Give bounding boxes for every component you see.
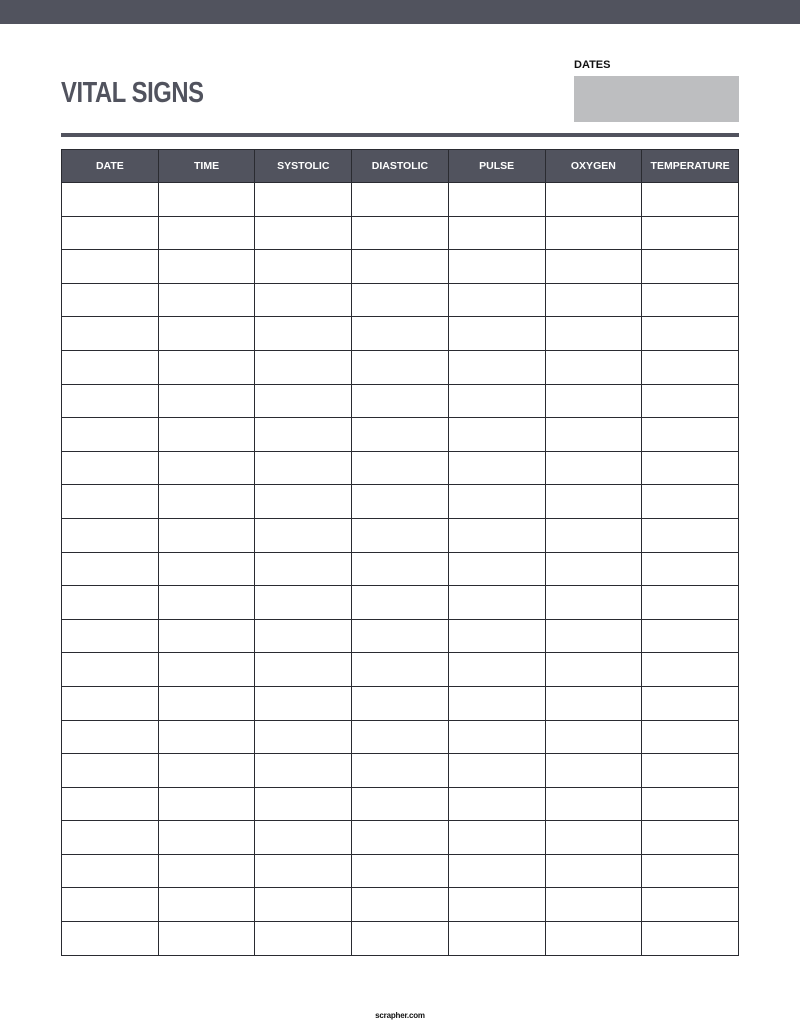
table-cell-oxygen[interactable] bbox=[545, 888, 642, 922]
table-cell-diastolic[interactable] bbox=[352, 653, 449, 687]
table-cell-temperature[interactable] bbox=[642, 350, 739, 384]
table-cell-systolic[interactable] bbox=[255, 317, 352, 351]
table-cell-date[interactable] bbox=[62, 317, 159, 351]
table-cell-diastolic[interactable] bbox=[352, 418, 449, 452]
table-cell-systolic[interactable] bbox=[255, 552, 352, 586]
table-cell-oxygen[interactable] bbox=[545, 418, 642, 452]
table-cell-date[interactable] bbox=[62, 888, 159, 922]
table-cell-diastolic[interactable] bbox=[352, 250, 449, 284]
table-cell-date[interactable] bbox=[62, 451, 159, 485]
table-cell-time[interactable] bbox=[158, 317, 255, 351]
table-cell-oxygen[interactable] bbox=[545, 922, 642, 956]
table-cell-oxygen[interactable] bbox=[545, 451, 642, 485]
table-cell-diastolic[interactable] bbox=[352, 720, 449, 754]
table-cell-oxygen[interactable] bbox=[545, 754, 642, 788]
table-cell-oxygen[interactable] bbox=[545, 586, 642, 620]
table-cell-time[interactable] bbox=[158, 518, 255, 552]
table-row bbox=[62, 787, 739, 821]
table-cell-oxygen[interactable] bbox=[545, 518, 642, 552]
table-cell-time[interactable] bbox=[158, 686, 255, 720]
table-row bbox=[62, 418, 739, 452]
table-cell-pulse[interactable] bbox=[448, 451, 545, 485]
table-row bbox=[62, 686, 739, 720]
table-cell-pulse[interactable] bbox=[448, 250, 545, 284]
table-cell-time[interactable] bbox=[158, 216, 255, 250]
table-cell-pulse[interactable] bbox=[448, 183, 545, 217]
table-cell-oxygen[interactable] bbox=[545, 821, 642, 855]
table-cell-date[interactable] bbox=[62, 619, 159, 653]
table-row bbox=[62, 216, 739, 250]
table-cell-systolic[interactable] bbox=[255, 888, 352, 922]
table-cell-time[interactable] bbox=[158, 922, 255, 956]
table-cell-date[interactable] bbox=[62, 216, 159, 250]
table-cell-pulse[interactable] bbox=[448, 686, 545, 720]
table-row bbox=[62, 754, 739, 788]
table-cell-date[interactable] bbox=[62, 418, 159, 452]
table-cell-systolic[interactable] bbox=[255, 283, 352, 317]
table-cell-temperature[interactable] bbox=[642, 317, 739, 351]
table-cell-systolic[interactable] bbox=[255, 586, 352, 620]
table-cell-temperature[interactable] bbox=[642, 552, 739, 586]
table-cell-time[interactable] bbox=[158, 754, 255, 788]
table-cell-diastolic[interactable] bbox=[352, 854, 449, 888]
table-cell-time[interactable] bbox=[158, 821, 255, 855]
table-cell-temperature[interactable] bbox=[642, 754, 739, 788]
table-cell-diastolic[interactable] bbox=[352, 821, 449, 855]
table-cell-pulse[interactable] bbox=[448, 418, 545, 452]
table-row bbox=[62, 518, 739, 552]
table-cell-pulse[interactable] bbox=[448, 754, 545, 788]
table-cell-oxygen[interactable] bbox=[545, 183, 642, 217]
table-row bbox=[62, 283, 739, 317]
column-header-oxygen: OXYGEN bbox=[545, 150, 642, 183]
table-cell-pulse[interactable] bbox=[448, 485, 545, 519]
table-cell-oxygen[interactable] bbox=[545, 384, 642, 418]
table-cell-systolic[interactable] bbox=[255, 922, 352, 956]
table-cell-diastolic[interactable] bbox=[352, 552, 449, 586]
column-header-diastolic: DIASTOLIC bbox=[352, 150, 449, 183]
table-cell-temperature[interactable] bbox=[642, 888, 739, 922]
table-row bbox=[62, 854, 739, 888]
table-cell-systolic[interactable] bbox=[255, 518, 352, 552]
table-cell-date[interactable] bbox=[62, 384, 159, 418]
top-color-band bbox=[0, 0, 800, 24]
table-cell-temperature[interactable] bbox=[642, 619, 739, 653]
table-cell-time[interactable] bbox=[158, 384, 255, 418]
table-row bbox=[62, 922, 739, 956]
table-cell-oxygen[interactable] bbox=[545, 619, 642, 653]
table-cell-date[interactable] bbox=[62, 250, 159, 284]
table-cell-time[interactable] bbox=[158, 552, 255, 586]
table-cell-pulse[interactable] bbox=[448, 821, 545, 855]
table-row bbox=[62, 485, 739, 519]
table-cell-date[interactable] bbox=[62, 922, 159, 956]
table-cell-date[interactable] bbox=[62, 350, 159, 384]
table-cell-diastolic[interactable] bbox=[352, 183, 449, 217]
table-cell-systolic[interactable] bbox=[255, 754, 352, 788]
table-cell-time[interactable] bbox=[158, 418, 255, 452]
table-cell-oxygen[interactable] bbox=[545, 317, 642, 351]
table-cell-systolic[interactable] bbox=[255, 451, 352, 485]
table-row bbox=[62, 619, 739, 653]
table-cell-oxygen[interactable] bbox=[545, 485, 642, 519]
table-cell-systolic[interactable] bbox=[255, 350, 352, 384]
table-cell-systolic[interactable] bbox=[255, 720, 352, 754]
table-cell-temperature[interactable] bbox=[642, 922, 739, 956]
table-cell-pulse[interactable] bbox=[448, 922, 545, 956]
table-cell-pulse[interactable] bbox=[448, 854, 545, 888]
table-cell-systolic[interactable] bbox=[255, 384, 352, 418]
table-cell-temperature[interactable] bbox=[642, 854, 739, 888]
table-header-row bbox=[62, 150, 739, 183]
table-cell-pulse[interactable] bbox=[448, 888, 545, 922]
table-cell-pulse[interactable] bbox=[448, 720, 545, 754]
table-row bbox=[62, 451, 739, 485]
column-header-temperature: TEMPERATURE bbox=[642, 150, 739, 183]
table-cell-temperature[interactable] bbox=[642, 821, 739, 855]
table-cell-time[interactable] bbox=[158, 653, 255, 687]
table-cell-pulse[interactable] bbox=[448, 619, 545, 653]
table-row bbox=[62, 183, 739, 217]
table-cell-temperature[interactable] bbox=[642, 283, 739, 317]
table-cell-oxygen[interactable] bbox=[545, 350, 642, 384]
table-cell-time[interactable] bbox=[158, 451, 255, 485]
column-header-systolic: SYSTOLIC bbox=[255, 150, 352, 183]
vital-signs-table bbox=[61, 149, 739, 956]
table-cell-oxygen[interactable] bbox=[545, 653, 642, 687]
table-cell-diastolic[interactable] bbox=[352, 283, 449, 317]
table-cell-pulse[interactable] bbox=[448, 384, 545, 418]
table-row bbox=[62, 720, 739, 754]
table-row bbox=[62, 350, 739, 384]
table-cell-pulse[interactable] bbox=[448, 350, 545, 384]
table-cell-time[interactable] bbox=[158, 183, 255, 217]
table-cell-systolic[interactable] bbox=[255, 653, 352, 687]
table-cell-diastolic[interactable] bbox=[352, 216, 449, 250]
table-cell-time[interactable] bbox=[158, 619, 255, 653]
table-cell-diastolic[interactable] bbox=[352, 686, 449, 720]
table-row bbox=[62, 888, 739, 922]
table-cell-date[interactable] bbox=[62, 821, 159, 855]
table-cell-oxygen[interactable] bbox=[545, 720, 642, 754]
table-cell-systolic[interactable] bbox=[255, 485, 352, 519]
table-cell-systolic[interactable] bbox=[255, 821, 352, 855]
table-cell-oxygen[interactable] bbox=[545, 787, 642, 821]
table-row bbox=[62, 250, 739, 284]
column-header-date: DATE bbox=[62, 150, 159, 183]
table-cell-systolic[interactable] bbox=[255, 418, 352, 452]
table-cell-diastolic[interactable] bbox=[352, 485, 449, 519]
table-cell-time[interactable] bbox=[158, 888, 255, 922]
table-cell-diastolic[interactable] bbox=[352, 754, 449, 788]
table-cell-oxygen[interactable] bbox=[545, 854, 642, 888]
table-cell-date[interactable] bbox=[62, 720, 159, 754]
table-cell-date[interactable] bbox=[62, 854, 159, 888]
table-cell-diastolic[interactable] bbox=[352, 619, 449, 653]
table-cell-pulse[interactable] bbox=[448, 653, 545, 687]
table-cell-systolic[interactable] bbox=[255, 250, 352, 284]
table-cell-date[interactable] bbox=[62, 754, 159, 788]
table-cell-temperature[interactable] bbox=[642, 653, 739, 687]
table-cell-pulse[interactable] bbox=[448, 552, 545, 586]
table-cell-systolic[interactable] bbox=[255, 619, 352, 653]
table-cell-temperature[interactable] bbox=[642, 384, 739, 418]
table-cell-time[interactable] bbox=[158, 350, 255, 384]
table-cell-oxygen[interactable] bbox=[545, 686, 642, 720]
table-cell-pulse[interactable] bbox=[448, 216, 545, 250]
table-cell-time[interactable] bbox=[158, 787, 255, 821]
table-cell-temperature[interactable] bbox=[642, 787, 739, 821]
table-cell-date[interactable] bbox=[62, 183, 159, 217]
table-row bbox=[62, 317, 739, 351]
table-cell-temperature[interactable] bbox=[642, 720, 739, 754]
dates-label: DATES bbox=[574, 59, 611, 71]
table-cell-date[interactable] bbox=[62, 283, 159, 317]
table-cell-diastolic[interactable] bbox=[352, 451, 449, 485]
table-cell-date[interactable] bbox=[62, 518, 159, 552]
table-cell-time[interactable] bbox=[158, 485, 255, 519]
table-cell-oxygen[interactable] bbox=[545, 250, 642, 284]
table-row bbox=[62, 821, 739, 855]
table-cell-time[interactable] bbox=[158, 720, 255, 754]
table-row bbox=[62, 653, 739, 687]
table-cell-diastolic[interactable] bbox=[352, 518, 449, 552]
table-cell-date[interactable] bbox=[62, 686, 159, 720]
table-cell-temperature[interactable] bbox=[642, 686, 739, 720]
table-cell-temperature[interactable] bbox=[642, 586, 739, 620]
table-cell-pulse[interactable] bbox=[448, 518, 545, 552]
table-body bbox=[62, 183, 739, 956]
table-cell-systolic[interactable] bbox=[255, 183, 352, 217]
table-cell-time[interactable] bbox=[158, 586, 255, 620]
table-cell-temperature[interactable] bbox=[642, 250, 739, 284]
table-cell-temperature[interactable] bbox=[642, 518, 739, 552]
table-row bbox=[62, 552, 739, 586]
table-cell-time[interactable] bbox=[158, 250, 255, 284]
table-row bbox=[62, 384, 739, 418]
table-cell-systolic[interactable] bbox=[255, 854, 352, 888]
table-cell-pulse[interactable] bbox=[448, 283, 545, 317]
table-cell-diastolic[interactable] bbox=[352, 888, 449, 922]
dates-field[interactable] bbox=[574, 76, 739, 122]
table-cell-date[interactable] bbox=[62, 586, 159, 620]
table-cell-oxygen[interactable] bbox=[545, 216, 642, 250]
table-cell-temperature[interactable] bbox=[642, 216, 739, 250]
table-cell-diastolic[interactable] bbox=[352, 787, 449, 821]
table-cell-time[interactable] bbox=[158, 854, 255, 888]
table-cell-oxygen[interactable] bbox=[545, 552, 642, 586]
table-cell-diastolic[interactable] bbox=[352, 350, 449, 384]
table-cell-date[interactable] bbox=[62, 787, 159, 821]
header-divider bbox=[61, 133, 739, 137]
table-cell-date[interactable] bbox=[62, 653, 159, 687]
table-cell-time[interactable] bbox=[158, 283, 255, 317]
table-cell-oxygen[interactable] bbox=[545, 283, 642, 317]
table-cell-pulse[interactable] bbox=[448, 317, 545, 351]
table-cell-diastolic[interactable] bbox=[352, 586, 449, 620]
table-cell-temperature[interactable] bbox=[642, 418, 739, 452]
table-cell-temperature[interactable] bbox=[642, 451, 739, 485]
table-cell-diastolic[interactable] bbox=[352, 384, 449, 418]
column-header-time: TIME bbox=[158, 150, 255, 183]
table-cell-systolic[interactable] bbox=[255, 686, 352, 720]
table-cell-diastolic[interactable] bbox=[352, 317, 449, 351]
table-cell-systolic[interactable] bbox=[255, 216, 352, 250]
table-cell-diastolic[interactable] bbox=[352, 922, 449, 956]
table-cell-temperature[interactable] bbox=[642, 183, 739, 217]
page-title: VITAL SIGNS bbox=[61, 77, 204, 109]
table-cell-systolic[interactable] bbox=[255, 787, 352, 821]
table-cell-pulse[interactable] bbox=[448, 787, 545, 821]
table-cell-pulse[interactable] bbox=[448, 586, 545, 620]
table-cell-temperature[interactable] bbox=[642, 485, 739, 519]
footer-website: scrapher.com bbox=[375, 1011, 425, 1020]
table-cell-date[interactable] bbox=[62, 485, 159, 519]
column-header-pulse: PULSE bbox=[448, 150, 545, 183]
table-cell-date[interactable] bbox=[62, 552, 159, 586]
table-row bbox=[62, 586, 739, 620]
